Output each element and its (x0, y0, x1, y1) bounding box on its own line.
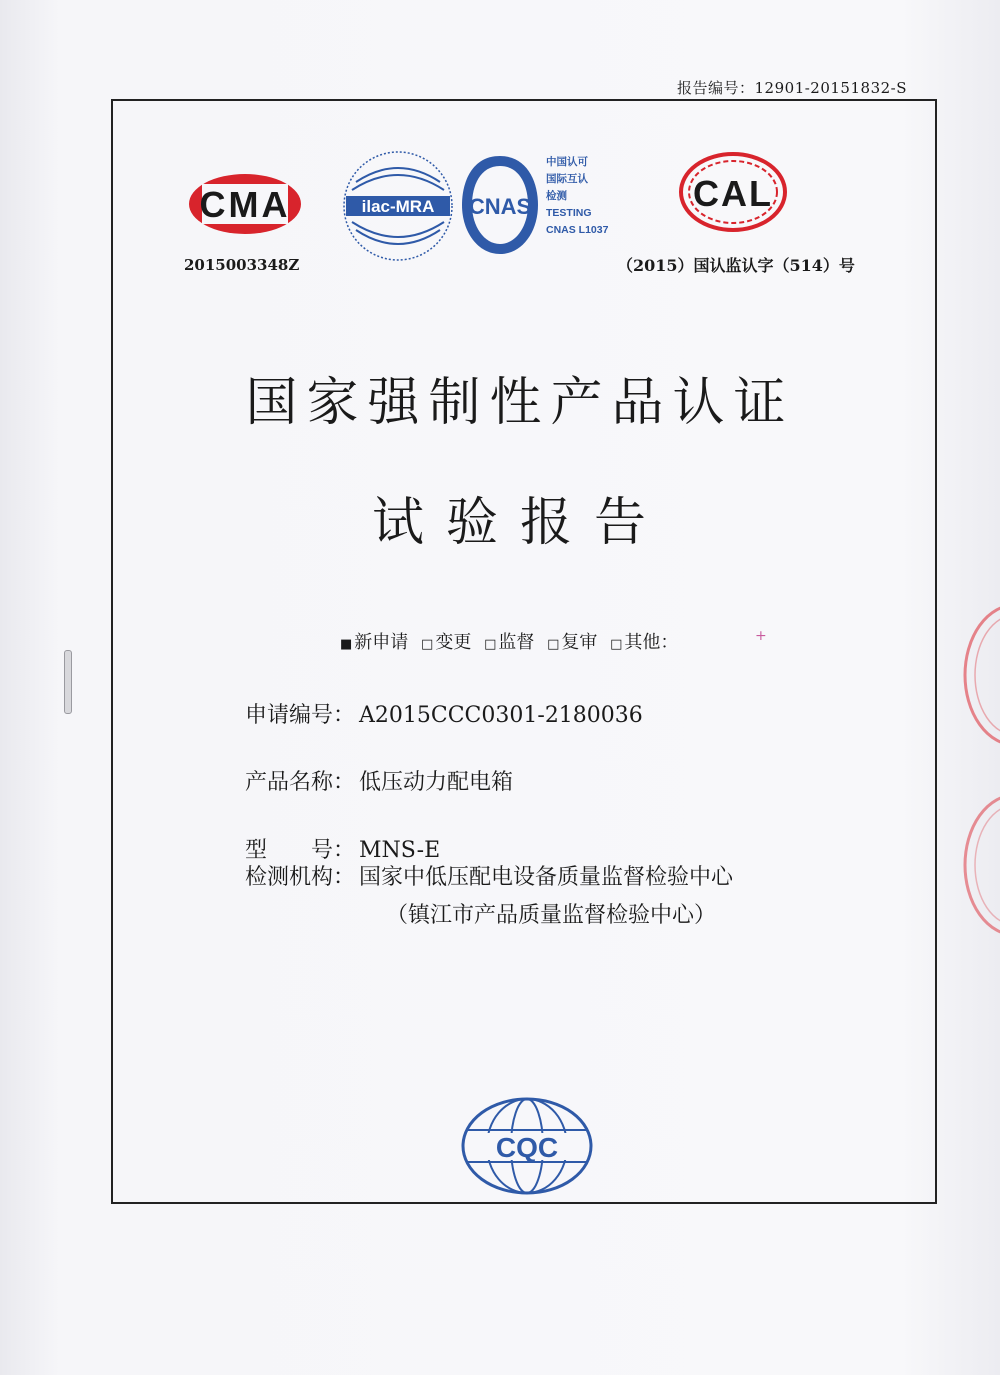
application-number-value: A2015CCC0301-2180036 (359, 703, 643, 728)
application-number-row (245, 698, 643, 729)
testing-org-alt-name: （镇江市产品质量监督检验中心） (386, 903, 717, 928)
pen-mark-icon: + (755, 628, 767, 644)
option-label: 变更 (435, 632, 472, 653)
cnas-side-line: CNAS L1037 (546, 224, 609, 236)
unchecked-box-icon: □ (547, 637, 560, 652)
product-name-row (245, 765, 513, 796)
unchecked-box-icon: □ (421, 637, 434, 652)
option-other[interactable] (610, 632, 678, 653)
cnas-side-line: 检测 (546, 190, 567, 202)
cnas-side-line: TESTING (546, 207, 592, 219)
ilac-logo-text: ilac-MRA (361, 197, 435, 216)
application-number-label: 申请编号： (245, 703, 356, 728)
cnas-side-text (546, 154, 608, 239)
cnas-side-line: 国际互认 (546, 173, 588, 185)
report-title: 国家强制性产品认证 (245, 373, 795, 433)
red-seal-stamp-bottom (955, 790, 1000, 940)
model-value: MNS-E (359, 838, 441, 863)
model-label-part: 号： (311, 838, 356, 863)
model-label-part: 型 (245, 838, 268, 863)
cqc-logo (460, 1095, 594, 1197)
option-new-application[interactable] (340, 632, 414, 653)
cma-code: 2015003348Z (184, 256, 300, 274)
testing-org-value: 国家中低压配电设备质量监督检验中心 (359, 865, 734, 890)
staple-mark (64, 650, 72, 714)
option-supervision[interactable] (484, 632, 540, 653)
product-name-value: 低压动力配电箱 (359, 770, 514, 795)
report-number: 报告编号：12901-20151832-S (677, 79, 907, 97)
cma-logo-text: CMA (199, 184, 291, 225)
option-label: 监督 (498, 632, 535, 653)
ilac-mra-logo (342, 150, 454, 262)
cal-logo (678, 150, 788, 234)
cqc-logo-text: CQC (495, 1132, 559, 1163)
cma-logo (186, 170, 304, 238)
report-subtitle: 试验报告 (371, 493, 668, 553)
option-label: 其他： (624, 632, 679, 653)
unchecked-box-icon: □ (610, 637, 623, 652)
red-seal-stamp-top (955, 600, 1000, 750)
unchecked-box-icon: □ (484, 637, 497, 652)
testing-org-label: 检测机构： (245, 865, 356, 890)
cnas-logo-text: CNAS (468, 194, 532, 219)
testing-org-main-row (245, 860, 733, 891)
option-label: 新申请 (354, 632, 409, 653)
option-change[interactable] (421, 632, 477, 653)
cal-logo-text: CAL (693, 173, 773, 214)
cal-code: （2015）国认监认字（514）号 (617, 256, 855, 275)
option-label: 复审 (561, 632, 598, 653)
cnas-logo (458, 152, 542, 258)
checked-box-icon: ■ (340, 637, 353, 652)
option-review[interactable] (547, 632, 603, 653)
report-type-options (340, 628, 685, 654)
cnas-side-line: 中国认可 (546, 156, 588, 168)
product-name-label: 产品名称： (245, 770, 356, 795)
